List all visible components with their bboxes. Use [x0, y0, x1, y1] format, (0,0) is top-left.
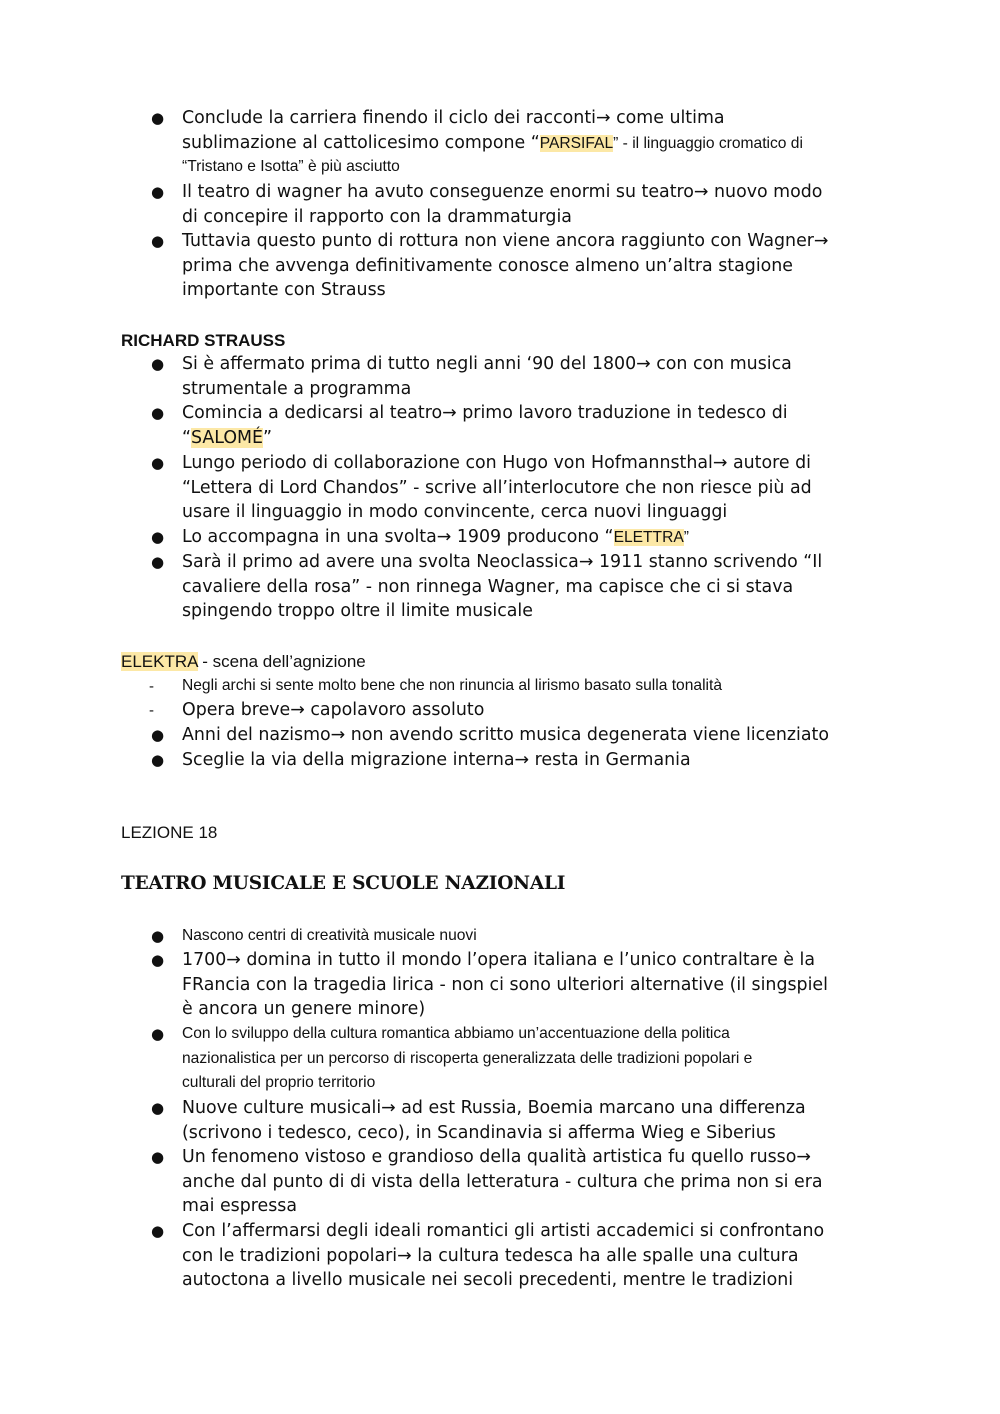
text-line: Opera breve→ capolavoro assoluto [182, 700, 485, 720]
text-line: Conclude la carriera finendo il ciclo dei racconti→ come ultima [182, 108, 725, 128]
text-line: Con l’affermarsi degli ideali romantici gli artisti accademici si confrontano [182, 1221, 825, 1241]
text-line: Nuove culture musicali→ ad est Russia, Boemia marcano una differenza [182, 1098, 806, 1118]
bullet-marker: ● [151, 1025, 165, 1043]
text-line: Anni del nazismo→ non avendo scritto musica degenerata viene licenziato [182, 725, 829, 745]
bullet-marker: ● [151, 232, 165, 250]
text-line: (scrivono i tedesco, ceco), in Scandinavia si afferma Wieg e Siberius [182, 1122, 776, 1143]
text-line: Sceglie la via della migrazione interna→ resta in Germania [182, 750, 691, 770]
bullet-marker: ● [151, 528, 165, 546]
highlight-salome: SALOMÉ [191, 427, 264, 448]
text-line: “Lettera di Lord Chandos” - scrive all’interlocutore che non riesce più ad [182, 477, 812, 498]
dash-marker: - [149, 678, 154, 695]
text-line: cavaliere della rosa” - non rinnega Wagner, ma capisce che ci si stava [182, 576, 794, 597]
text-fragment: - scena dell’agnizione [197, 652, 366, 671]
text-line: di concepire il rapporto con la drammaturgia [182, 206, 572, 227]
list-item [182, 525, 882, 550]
text-line: FRancia con la tragedia lirica - non ci sono ulteriori alternative (il singspiel [182, 974, 828, 995]
text-fragment: ” [263, 427, 273, 448]
list-item [182, 229, 882, 303]
text-line: Si è affermato prima di tutto negli anni ‘90 del 1800→ con con musica [182, 354, 792, 374]
highlight-elettra: ELETTRA [613, 529, 684, 546]
text-line: autoctona a livello musicale nei secoli precedenti, mentre le tradizioni [182, 1270, 794, 1291]
bullet-marker: ● [151, 355, 165, 373]
highlight-elektra: ELEKTRA [121, 652, 198, 671]
text-line: prima che avvenga definitivamente conosce almeno un’altra stagione [182, 255, 794, 276]
text-line: nazionalistica per un percorso di riscoperta generalizzata delle tradizioni popolari e [182, 1049, 753, 1067]
list-item [182, 180, 882, 229]
text-line: 1700→ domina in tutto il mondo l’opera italiana e l’unico contraltare è la [182, 950, 816, 970]
bullet-marker: ● [151, 1148, 165, 1166]
list-item [182, 698, 882, 723]
text-line: Comincia a dedicarsi al teatro→ primo lavoro traduzione in tedesco di [182, 403, 788, 423]
text-line [182, 131, 882, 156]
bullet-marker: ● [151, 454, 165, 472]
text-line: “Tristano e Isotta” è più asciutto [182, 158, 400, 176]
list-item [182, 948, 882, 1022]
list-item [182, 106, 882, 180]
text-fragment: Lo accompagna in una svolta→ 1909 producono “ [182, 527, 614, 547]
list-item [182, 1219, 882, 1293]
dash-marker: - [149, 702, 154, 719]
list-item [182, 352, 882, 401]
text-line: Tuttavia questo punto di rottura non viene ancora raggiunto con Wagner→ [182, 231, 829, 251]
list-item [182, 924, 882, 949]
bullet-marker: ● [151, 109, 165, 127]
bullet-marker: ● [151, 1222, 165, 1240]
text-line: Con lo sviluppo della cultura romantica abbiamo un’accentuazione della politica [182, 1025, 730, 1042]
text-line: con le tradizioni popolari→ la cultura tedesca ha alle spalle una cultura [182, 1245, 799, 1266]
text-line: Sarà il primo ad avere una svolta Neoclassica→ 1911 stanno scrivendo “Il [182, 552, 823, 572]
text-line [182, 426, 882, 451]
text-line: mai espressa [182, 1196, 298, 1217]
highlight-parsifal: PARSIFAL [539, 134, 614, 152]
text-line: anche dal punto di di vista della letteratura - cultura che prima non si era [182, 1171, 823, 1192]
text-line: importante con Strauss [182, 280, 386, 301]
lesson-label: LEZIONE 18 [121, 823, 218, 842]
list-item [182, 451, 882, 525]
text-line: strumentale a programma [182, 378, 412, 399]
bullet-marker: ● [151, 927, 165, 945]
text-line: Nascono centri di creatività musicale nuovi [182, 927, 477, 944]
elektra-heading [121, 652, 366, 672]
text-fragment: sublimazione al cattolicesimo compone “ [182, 132, 540, 153]
bullet-marker: ● [151, 726, 165, 744]
bullet-marker: ● [151, 404, 165, 422]
text-fragment: ” [683, 529, 689, 546]
list-item [182, 1022, 882, 1096]
text-line: usare il linguaggio in modo convincente, cerca nuovi linguaggi [182, 502, 728, 523]
bullet-marker: ● [151, 951, 165, 969]
bullet-marker: ● [151, 183, 165, 201]
section-heading: RICHARD STRAUSS [121, 331, 286, 350]
text-fragment: “ [182, 427, 192, 448]
bullet-marker: ● [151, 751, 165, 769]
text-line: è ancora un genere minore) [182, 999, 426, 1020]
text-line: Lungo periodo di collaborazione con Hugo von Hofmannsthal→ autore di [182, 453, 811, 473]
text-line: spingendo troppo oltre il limite musicale [182, 601, 533, 622]
list-item [182, 550, 882, 624]
text-fragment: ” - il linguaggio cromatico di [613, 134, 803, 152]
list-item [182, 723, 882, 748]
text-line: Negli archi si sente molto bene che non rinuncia al lirismo basato sulla tonalità [182, 677, 723, 694]
list-item [182, 401, 882, 450]
text-line: culturali del proprio territorio [182, 1074, 376, 1092]
list-item [182, 1096, 882, 1145]
lesson-title: TEATRO MUSICALE E SCUOLE NAZIONALI [121, 873, 566, 894]
text-line: Un fenomeno vistoso e grandioso della qualità artistica fu quello russo→ [182, 1147, 811, 1167]
bullet-marker: ● [151, 553, 165, 571]
bullet-marker: ● [151, 1099, 165, 1117]
list-item [182, 1145, 882, 1219]
list-item [182, 748, 882, 773]
text-line [182, 525, 882, 550]
text-line: Il teatro di wagner ha avuto conseguenze enormi su teatro→ nuovo modo [182, 182, 823, 202]
list-item [182, 674, 882, 699]
